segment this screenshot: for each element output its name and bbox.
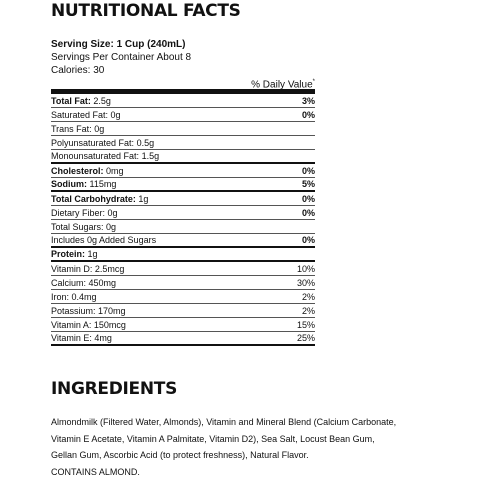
- allergen-statement: CONTAINS ALMOND.: [51, 466, 140, 477]
- nutrient-label: Total Sugars: 0g: [51, 221, 117, 232]
- ingredients-heading: INGREDIENTS: [51, 379, 178, 399]
- nutrient-label: Calcium: 450mg: [51, 277, 117, 288]
- nutrient-label: Vitamin D: 2.5mcg: [51, 263, 125, 274]
- nutrient-daily-value: 0%: [301, 207, 315, 218]
- nutrient-daily-value: 0%: [301, 165, 315, 176]
- nutrient-row-protein: [51, 248, 315, 262]
- nutrient-daily-value: 0%: [301, 235, 315, 245]
- calories: Calories: 30: [51, 65, 105, 76]
- nutrient-row-dietary-fiber: [51, 206, 315, 220]
- nutrient-label: Polyunsaturated Fat: 0.5g: [51, 137, 155, 148]
- ingredients-line: Vitamin E Acetate, Vitamin A Palmitate, Vitamin D2), Sea Salt, Locust Bean Gum,: [51, 433, 375, 444]
- nutrient-daily-value: 30%: [296, 277, 315, 288]
- nutrition-table: [51, 89, 315, 346]
- daily-value-asterisk: *: [312, 79, 315, 85]
- nutrient-label: Dietary Fiber: 0g: [51, 207, 118, 218]
- daily-value-label: % Daily Value: [251, 79, 313, 91]
- nutrient-label: Includes 0g Added Sugars: [51, 235, 157, 245]
- nutrient-daily-value: 2%: [301, 291, 315, 302]
- nutrient-daily-value: 0%: [301, 109, 315, 120]
- nutrient-row-sodium: [51, 178, 315, 192]
- nutrient-row-total-sugars: [51, 220, 315, 234]
- nutrient-daily-value: 2%: [301, 305, 315, 316]
- nutrition-facts-heading: NUTRITIONAL FACTS: [51, 1, 241, 21]
- ingredients-line: Almondmilk (Filtered Water, Almonds), Vitamin and Mineral Blend (Calcium Carbonate,: [51, 417, 397, 427]
- nutrient-label: Sodium: 115mg: [51, 179, 117, 189]
- nutrient-label: Trans Fat: 0g: [51, 123, 105, 134]
- nutrient-row-vitamin-a: [51, 318, 315, 332]
- nutrient-daily-value: 0%: [301, 193, 315, 204]
- nutrient-label: Total Carbohydrate: 1g: [51, 193, 149, 204]
- nutrient-row-cholesterol: [51, 164, 315, 178]
- nutrient-label: Potassium: 170mg: [51, 305, 126, 316]
- nutrient-label: Vitamin A: 150mcg: [51, 319, 126, 330]
- nutrient-row-iron: [51, 290, 315, 304]
- nutrient-daily-value: 25%: [296, 333, 315, 343]
- nutrient-row-calcium: [51, 276, 315, 290]
- nutrient-row-monounsaturated-fat: [51, 150, 315, 164]
- nutrient-row-vitamin-d: [51, 262, 315, 276]
- nutrient-label: Cholesterol: 0mg: [51, 165, 124, 176]
- nutrient-daily-value: 10%: [296, 263, 315, 274]
- serving-size: Serving Size: 1 Cup (240mL): [51, 39, 186, 50]
- ingredients-list: [51, 414, 476, 480]
- nutrient-row-added-sugars: [51, 234, 315, 248]
- nutrient-daily-value: 5%: [301, 179, 315, 189]
- nutrient-daily-value: 15%: [296, 319, 315, 330]
- nutrient-row-saturated-fat: [51, 108, 315, 122]
- nutrient-row-vitamin-e: [51, 332, 315, 346]
- nutrient-row-total-carbohydrate: [51, 192, 315, 206]
- nutrient-label: Vitamin E: 4mg: [51, 333, 112, 343]
- nutrient-daily-value: 3%: [301, 95, 315, 106]
- nutrient-label: Saturated Fat: 0g: [51, 109, 121, 120]
- nutrient-label: Iron: 0.4mg: [51, 291, 97, 302]
- nutrient-label: Protein: 1g: [51, 249, 98, 259]
- serving-info: [51, 38, 191, 77]
- nutrient-label: Total Fat: 2.5g: [51, 95, 111, 106]
- nutrient-row-trans-fat: [51, 122, 315, 136]
- ingredients-line: Gellan Gum, Ascorbic Acid (to protect freshness), Natural Flavor.: [51, 450, 309, 460]
- nutrient-row-total-fat: [51, 94, 315, 108]
- nutrient-row-polyunsaturated-fat: [51, 136, 315, 150]
- nutrient-label: Monounsaturated Fat: 1.5g: [51, 151, 160, 161]
- servings-per-container: Servings Per Container About 8: [51, 52, 192, 63]
- nutrient-row-potassium: [51, 304, 315, 318]
